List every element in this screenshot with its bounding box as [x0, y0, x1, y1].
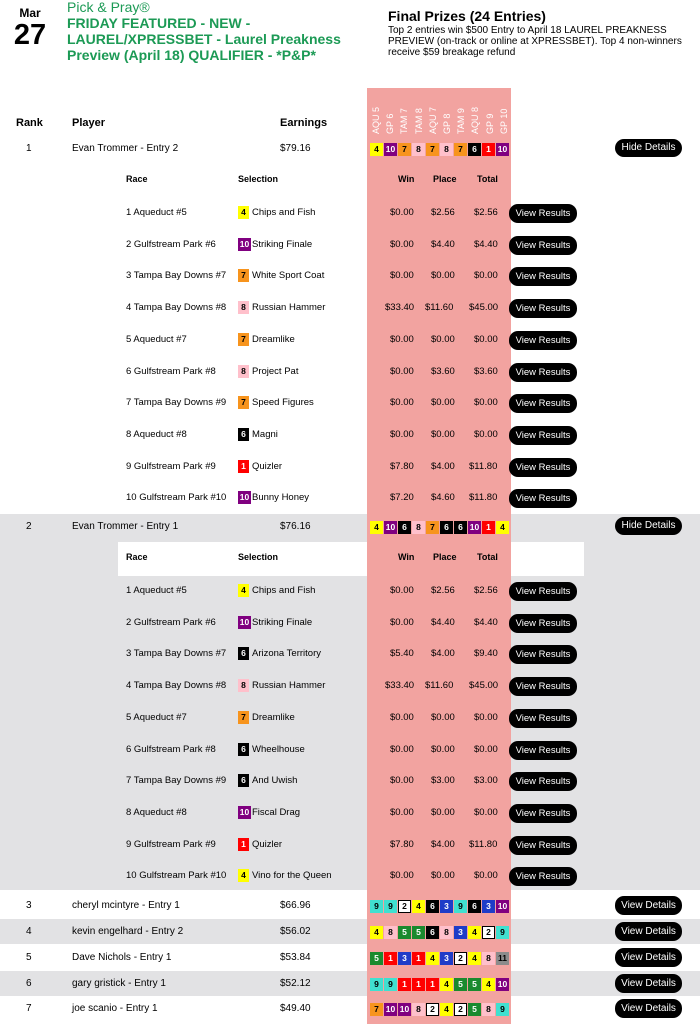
pick-cell: 9 [384, 900, 397, 913]
detail-place: $4.00 [431, 648, 455, 660]
pick-cell: 10 [497, 978, 508, 989]
pick-cell: 6 [468, 143, 481, 156]
detail-place: $0.00 [431, 743, 455, 755]
pick-cell: 1 [426, 978, 439, 991]
detail-win: $33.40 [385, 680, 415, 692]
pick-cell: 5 [412, 926, 425, 939]
pick-strip [367, 976, 511, 992]
race-header-8 [482, 88, 496, 136]
pick-cell: 10 [469, 521, 480, 532]
detail-header-race: Race [126, 174, 148, 184]
selection-number: 8 [238, 365, 249, 378]
pick-cell: 3 [482, 900, 495, 913]
selection-horse: White Sport Coat [252, 270, 325, 282]
detail-win: $33.40 [385, 302, 415, 314]
detail-win: $0.00 [390, 775, 414, 787]
view-results-button[interactable]: View Results [509, 677, 577, 696]
pick-cell: 11 [498, 952, 507, 963]
race-header-4 [425, 88, 439, 136]
detail-total: $4.40 [474, 238, 498, 250]
pick-strip [367, 141, 511, 157]
selection-number: 7 [238, 269, 249, 282]
detail-place: $4.40 [431, 616, 455, 628]
pick-cell: 4 [412, 900, 425, 913]
pick-cell: 7 [426, 143, 439, 156]
detail-place: $0.00 [431, 333, 455, 345]
selection-number: 6 [238, 774, 249, 787]
race-header-2 [396, 88, 410, 136]
pick-cell: 2 [482, 926, 495, 939]
detail-total: $9.40 [474, 648, 498, 660]
pick-cell: 6 [468, 900, 481, 913]
pick-cell: 3 [398, 952, 411, 965]
pick-cell: 4 [370, 143, 383, 156]
selection-horse: Wheelhouse [252, 743, 305, 755]
selection-number: 6 [238, 428, 249, 441]
selection-horse: Striking Finale [252, 238, 313, 250]
pick-cell: 5 [468, 1003, 481, 1016]
selection-horse: Chips and Fish [252, 585, 316, 596]
detail-header-place: Place [433, 174, 457, 184]
view-results-button[interactable]: View Results [509, 741, 577, 760]
selection-number: 8 [238, 301, 249, 314]
selection-horse: Striking Finale [252, 616, 313, 628]
pick-cell: 6 [398, 521, 411, 534]
selection-horse: Arizona Territory [252, 648, 321, 660]
detail-race: 5 Aqueduct #7 [126, 333, 187, 345]
view-results-button[interactable]: View Results [509, 458, 577, 477]
view-details-button[interactable]: View Details [615, 896, 682, 915]
player-column-header: Player [72, 117, 106, 129]
view-results-button[interactable]: View Results [509, 236, 577, 255]
pick-cell: 4 [370, 521, 383, 534]
selection-horse: Fiscal Drag [252, 806, 301, 818]
player-name: Evan Trommer - Entry 1 [72, 521, 179, 532]
pick-cell: 4 [496, 521, 509, 534]
prizes-box [388, 8, 688, 58]
player-earnings: $76.16 [280, 521, 311, 532]
detail-total: $0.00 [474, 870, 498, 882]
rank-cell: 1 [26, 143, 32, 154]
hide-details-button[interactable]: Hide Details [615, 517, 682, 535]
view-results-button[interactable]: View Results [509, 709, 577, 728]
pick-cell: 1 [482, 143, 495, 156]
selection-horse: Chips and Fish [252, 207, 316, 218]
player-earnings: $79.16 [280, 143, 311, 154]
contest-name: FRIDAY FEATURED - NEW - LAUREL/XPRESSBET - Laurel Preakness Preview (April 18) QUALIFIER - *P&P* [67, 15, 341, 63]
pick-cell: 7 [426, 521, 439, 534]
player-earnings: $49.40 [280, 1003, 311, 1014]
pick-cell: 6 [426, 926, 439, 939]
view-details-button[interactable]: View Details [615, 999, 682, 1018]
detail-win: $0.00 [390, 428, 414, 440]
race-header-label: GP 8 [442, 113, 453, 134]
detail-win: $0.00 [390, 333, 414, 345]
race-header-label: TAM 7 [399, 108, 410, 134]
brand-name: Pick & Pray® [67, 0, 150, 15]
detail-place: $0.00 [431, 711, 455, 723]
pick-cell: 2 [454, 952, 467, 965]
selection-horse: Russian Hammer [252, 302, 326, 314]
selection-number: 10 [239, 492, 250, 503]
pick-cell: 8 [482, 952, 495, 965]
detail-race: 7 Tampa Bay Downs #9 [126, 397, 227, 409]
detail-header-total: Total [477, 552, 498, 562]
detail-total: $0.00 [474, 333, 498, 345]
selection-number: 7 [238, 396, 249, 409]
pick-cell: 4 [440, 1003, 453, 1016]
pick-cell: 10 [385, 143, 396, 154]
detail-place: $0.00 [431, 270, 455, 282]
detail-header-win: Win [398, 552, 415, 562]
race-header-1 [382, 88, 396, 136]
pick-cell: 8 [482, 1003, 495, 1016]
selection-number: 6 [238, 647, 249, 660]
detail-place: $4.40 [431, 238, 455, 250]
date-badge [10, 6, 50, 50]
view-results-button[interactable]: View Results [509, 426, 577, 445]
selection-number: 6 [238, 743, 249, 756]
detail-header-race: Race [126, 552, 148, 562]
hide-details-button[interactable]: Hide Details [615, 139, 682, 157]
race-header-6 [453, 88, 467, 136]
pick-cell: 10 [497, 900, 508, 911]
pick-cell: 9 [370, 978, 383, 991]
pick-cell: 10 [385, 1003, 396, 1014]
detail-win: $7.80 [390, 460, 414, 472]
race-header-7 [467, 88, 481, 136]
pick-cell: 4 [370, 926, 383, 939]
player-earnings: $66.96 [280, 900, 311, 911]
detail-total: $11.80 [469, 492, 498, 504]
detail-race: 6 Gulfstream Park #8 [126, 743, 216, 755]
detail-win: $7.20 [390, 492, 414, 504]
selection-horse: Speed Figures [252, 397, 314, 409]
detail-race: 9 Gulfstream Park #9 [126, 460, 216, 472]
rank-cell: 4 [26, 926, 32, 937]
detail-total: $11.80 [469, 838, 498, 850]
detail-place: $0.00 [431, 397, 455, 409]
earnings-column-header: Earnings [280, 117, 328, 129]
pick-cell: 3 [454, 926, 467, 939]
selection-number: 8 [238, 679, 249, 692]
rank-cell: 5 [26, 952, 32, 963]
detail-total: $45.00 [469, 680, 499, 692]
detail-race: 9 Gulfstream Park #9 [126, 838, 216, 850]
race-header-label: GP 9 [484, 113, 495, 134]
detail-race: 4 Tampa Bay Downs #8 [126, 302, 227, 314]
pick-cell: 10 [399, 1003, 410, 1014]
selection-horse: Project Pat [252, 365, 299, 377]
detail-place: $3.00 [431, 775, 455, 787]
detail-race: 3 Tampa Bay Downs #7 [126, 270, 227, 282]
detail-win: $0.00 [390, 616, 414, 628]
pick-cell: 8 [384, 926, 397, 939]
view-results-button[interactable]: View Results [509, 645, 577, 664]
detail-race: 5 Aqueduct #7 [126, 711, 187, 723]
selection-horse: Vino for the Queen [252, 870, 332, 882]
player-earnings: $53.84 [280, 952, 311, 963]
detail-place: $3.60 [431, 365, 455, 377]
race-column-headers [367, 88, 511, 136]
pick-cell: 3 [440, 900, 453, 913]
player-name: Evan Trommer - Entry 2 [72, 143, 179, 154]
view-results-button[interactable]: View Results [509, 867, 577, 886]
pick-cell: 7 [454, 143, 467, 156]
selection-number: 10 [239, 616, 250, 627]
prizes-title: Final Prizes (24 Entries) [388, 8, 546, 24]
pick-cell: 10 [497, 143, 508, 154]
player-name: joe scanio - Entry 1 [72, 1003, 158, 1014]
race-header-3 [411, 88, 425, 136]
detail-win: $7.80 [390, 838, 414, 850]
detail-win: $0.00 [390, 207, 414, 218]
detail-win: $0.00 [390, 585, 414, 596]
pick-cell: 8 [440, 143, 453, 156]
pick-cell: 1 [384, 952, 397, 965]
selection-horse: Bunny Honey [252, 492, 310, 504]
detail-place: $0.00 [431, 870, 455, 882]
detail-total: $0.00 [474, 428, 498, 440]
date-day: 27 [13, 19, 47, 51]
race-header-0 [368, 88, 382, 136]
detail-place: $2.56 [431, 207, 455, 218]
detail-race: 3 Tampa Bay Downs #7 [126, 648, 227, 660]
detail-total: $0.00 [474, 743, 498, 755]
detail-total: $2.56 [474, 585, 498, 596]
detail-win: $0.00 [390, 397, 414, 409]
detail-race: 4 Tampa Bay Downs #8 [126, 680, 227, 692]
detail-total: $11.80 [469, 460, 498, 472]
detail-race: 10 Gulfstream Park #10 [126, 870, 227, 882]
race-header-5 [439, 88, 453, 136]
rank-cell: 6 [26, 978, 32, 989]
selection-number: 7 [238, 711, 249, 724]
detail-place: $0.00 [431, 806, 455, 818]
view-details-button[interactable]: View Details [615, 948, 682, 967]
detail-place: $2.56 [431, 585, 455, 596]
detail-total: $3.00 [474, 775, 498, 787]
detail-win: $0.00 [390, 238, 414, 250]
detail-place: $11.60 [425, 680, 454, 692]
race-header-label: AQU 8 [470, 106, 481, 134]
detail-win: $0.00 [390, 365, 414, 377]
selection-number: 4 [238, 869, 249, 882]
pick-cell: 8 [412, 521, 425, 534]
date-month: Mar [19, 6, 41, 20]
pick-cell: 4 [468, 952, 481, 965]
detail-total: $0.00 [474, 711, 498, 723]
detail-race: 2 Gulfstream Park #6 [126, 238, 216, 250]
detail-win: $5.40 [390, 648, 414, 660]
race-header-9 [496, 88, 510, 136]
detail-win: $0.00 [390, 743, 414, 755]
selection-horse: And Uwish [252, 775, 298, 787]
pick-cell: 6 [454, 521, 467, 534]
detail-win: $0.00 [390, 870, 414, 882]
pick-cell: 5 [398, 926, 411, 939]
pick-cell: 9 [496, 926, 509, 939]
view-results-button[interactable]: View Results [509, 582, 577, 601]
detail-header-selection: Selection [238, 552, 279, 562]
pick-cell: 3 [440, 952, 453, 965]
selection-horse: Quizler [252, 460, 283, 472]
detail-race: 8 Aqueduct #8 [126, 806, 187, 818]
view-results-button[interactable]: View Results [509, 363, 577, 382]
detail-place: $4.00 [431, 460, 455, 472]
pick-cell: 1 [398, 978, 411, 991]
selection-horse: Magni [252, 428, 278, 440]
pick-cell: 9 [384, 978, 397, 991]
race-header-label: TAM 8 [413, 108, 424, 134]
detail-race: 1 Aqueduct #5 [126, 585, 187, 596]
pick-cell: 7 [398, 143, 411, 156]
detail-header-win: Win [398, 174, 415, 184]
pick-cell: 1 [482, 521, 495, 534]
view-results-button[interactable]: View Results [509, 267, 577, 286]
detail-header-place: Place [433, 552, 457, 562]
selection-number: 4 [238, 206, 249, 219]
pick-cell: 4 [440, 978, 453, 991]
race-header-label: TAM 9 [456, 108, 467, 134]
view-results-button[interactable]: View Results [509, 836, 577, 855]
player-name: gary gristick - Entry 1 [72, 978, 166, 989]
view-results-button[interactable]: View Results [509, 299, 577, 318]
pick-cell: 2 [426, 1003, 439, 1016]
detail-total: $2.56 [474, 207, 498, 218]
detail-race: 6 Gulfstream Park #8 [126, 365, 216, 377]
detail-race: 7 Tampa Bay Downs #9 [126, 775, 227, 787]
selection-number: 7 [238, 333, 249, 346]
race-header-label: AQU 7 [427, 106, 438, 134]
player-earnings: $52.12 [280, 978, 311, 989]
detail-race: 1 Aqueduct #5 [126, 207, 187, 218]
pick-strip [367, 898, 511, 914]
detail-place: $0.00 [431, 428, 455, 440]
selection-number: 10 [239, 806, 250, 817]
rank-column-header: Rank [16, 117, 43, 129]
pick-cell: 8 [412, 1003, 425, 1016]
detail-race: 2 Gulfstream Park #6 [126, 616, 216, 628]
selection-number: 4 [238, 584, 249, 597]
pick-cell: 9 [454, 900, 467, 913]
detail-total: $4.40 [474, 616, 498, 628]
detail-header-total: Total [477, 174, 498, 184]
pick-cell: 4 [468, 926, 481, 939]
race-header-label: GP 6 [385, 113, 396, 134]
view-results-button[interactable]: View Results [509, 804, 577, 823]
pick-cell: 8 [412, 143, 425, 156]
detail-place: $11.60 [425, 302, 454, 314]
contest-title [67, 0, 367, 63]
race-header-label: GP 10 [498, 108, 509, 134]
pick-cell: 4 [426, 952, 439, 965]
detail-race: 10 Gulfstream Park #10 [126, 492, 227, 504]
race-header-label: AQU 5 [371, 106, 382, 134]
pick-cell: 2 [398, 900, 411, 913]
view-results-button[interactable]: View Results [509, 204, 577, 223]
detail-header-bar [118, 542, 584, 576]
rank-cell: 2 [26, 521, 32, 532]
pick-cell: 9 [370, 900, 383, 913]
pick-cell: 6 [426, 900, 439, 913]
detail-race: 8 Aqueduct #8 [126, 428, 187, 440]
pick-cell: 2 [454, 1003, 467, 1016]
pick-cell: 8 [440, 926, 453, 939]
pick-cell: 4 [482, 978, 495, 991]
pick-strip [367, 519, 511, 535]
detail-place: $4.00 [431, 838, 455, 850]
detail-win: $0.00 [390, 806, 414, 818]
detail-total: $0.00 [474, 397, 498, 409]
view-results-button[interactable]: View Results [509, 772, 577, 791]
player-earnings: $56.02 [280, 926, 311, 937]
player-name: kevin engelhard - Entry 2 [72, 926, 184, 937]
pick-strip [367, 950, 511, 966]
pick-cell: 5 [454, 978, 467, 991]
view-details-button[interactable]: View Details [615, 974, 682, 993]
selection-number: 10 [239, 238, 250, 249]
selection-number: 1 [238, 460, 249, 473]
pick-strip [367, 924, 511, 940]
view-results-button[interactable]: View Results [509, 489, 577, 508]
detail-total: $0.00 [474, 270, 498, 282]
pick-strip [367, 1001, 511, 1017]
selection-horse: Russian Hammer [252, 680, 326, 692]
pick-cell: 9 [496, 1003, 509, 1016]
detail-total: $3.60 [474, 365, 498, 377]
pick-cell: 10 [385, 521, 396, 532]
view-details-button[interactable]: View Details [615, 922, 682, 941]
detail-win: $0.00 [390, 711, 414, 723]
view-results-button[interactable]: View Results [509, 394, 577, 413]
player-name: cheryl mcintyre - Entry 1 [72, 900, 180, 911]
pick-cell: 1 [412, 978, 425, 991]
detail-win: $0.00 [390, 270, 414, 282]
selection-horse: Dreamlike [252, 711, 295, 723]
pick-cell: 5 [468, 978, 481, 991]
prizes-description: Top 2 entries win $500 Entry to April 18 LAUREL PREAKNESS PREVIEW (on-track or online at XPRESSBET). Top 4 non-winners receive $59 breakage refund [388, 25, 682, 58]
detail-total: $0.00 [474, 806, 498, 818]
selection-number: 1 [238, 838, 249, 851]
rank-cell: 7 [26, 1003, 32, 1014]
pick-cell: 1 [412, 952, 425, 965]
rank-cell: 3 [26, 900, 32, 911]
detail-header-selection: Selection [238, 174, 279, 184]
view-results-button[interactable]: View Results [509, 614, 577, 633]
detail-total: $45.00 [469, 302, 499, 314]
pick-cell: 7 [370, 1003, 383, 1016]
pick-cell: 5 [370, 952, 383, 965]
player-name: Dave Nichols - Entry 1 [72, 952, 172, 963]
selection-horse: Dreamlike [252, 333, 295, 345]
pick-cell: 6 [440, 521, 453, 534]
detail-place: $4.60 [431, 492, 455, 504]
view-results-button[interactable]: View Results [509, 331, 577, 350]
selection-horse: Quizler [252, 838, 283, 850]
